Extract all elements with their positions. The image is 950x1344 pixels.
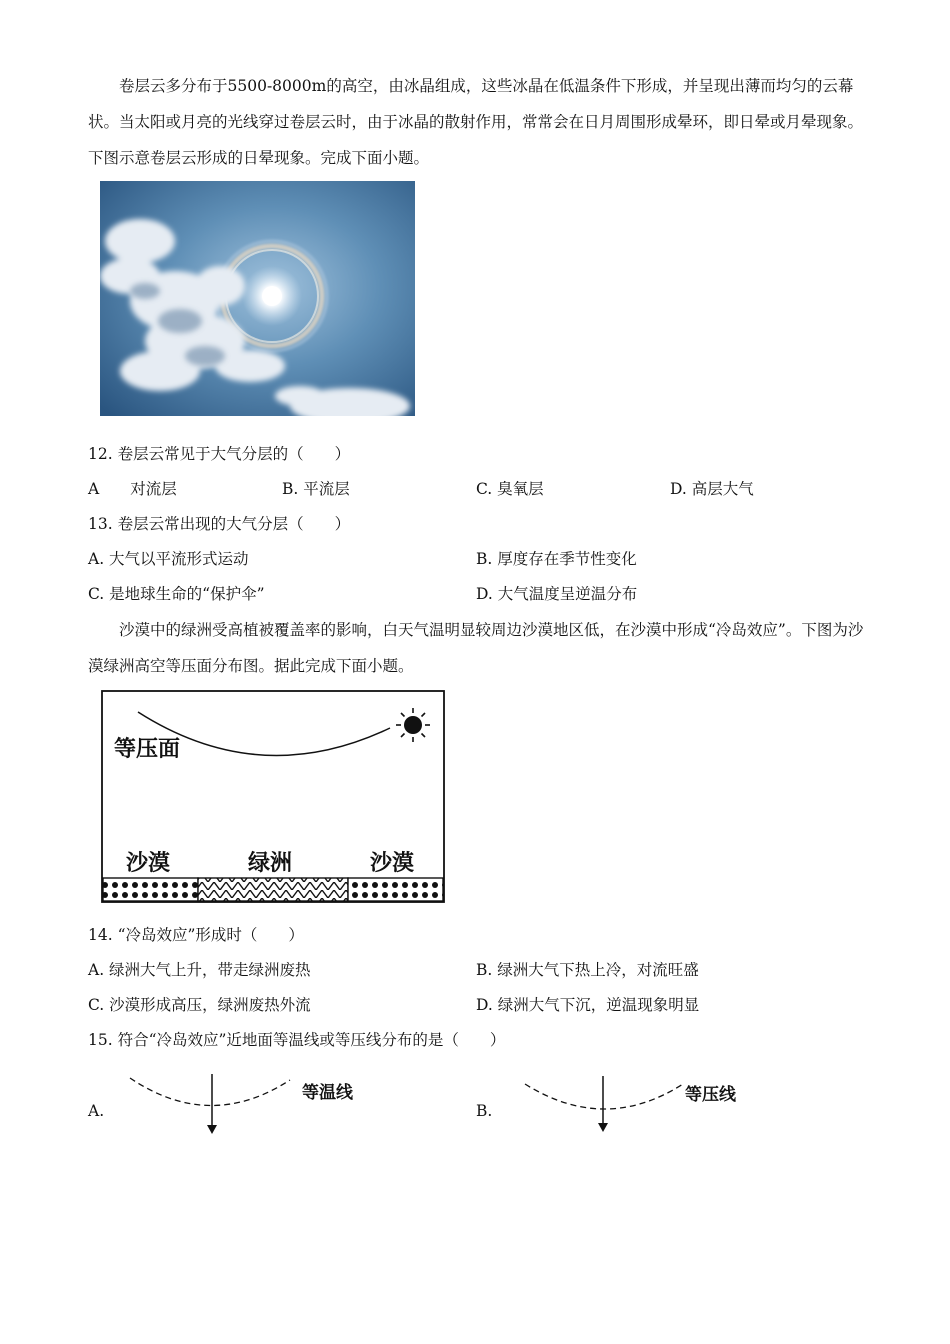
q15-option-a-figure[interactable]	[120, 1070, 370, 1140]
q13-option-a[interactable]: A. 大气以平流形式运动	[88, 550, 249, 568]
q14-option-c[interactable]: C. 沙漠形成高压，绿洲废热外流	[88, 996, 311, 1014]
q13-option-b[interactable]: B. 厚度存在季节性变化	[476, 550, 637, 568]
desert-left-ground	[103, 878, 198, 901]
q12-option-d[interactable]: D. 高层大气	[670, 480, 754, 498]
arrow-head-icon	[598, 1123, 608, 1132]
sun-halo-image	[100, 181, 415, 416]
q15-option-b-letter[interactable]: B.	[476, 1102, 493, 1120]
q12-option-c[interactable]: C. 臭氧层	[476, 480, 544, 498]
desert-left-label: 沙漠	[126, 851, 171, 876]
q15-option-b-figure[interactable]	[515, 1072, 765, 1142]
desert-right-label: 沙漠	[370, 851, 415, 876]
question-12-stem: 12. 卷层云常见于大气分层的（ ）	[88, 445, 351, 463]
isobar-curve	[525, 1084, 683, 1109]
oasis-ground	[198, 878, 348, 901]
passage-cirrostratus: 卷层云多分布于5500-8000m的高空，由冰晶组成，这些冰晶在低温条件下形成，并呈现出薄而均匀的云幕状。当太阳或月亮的光线穿过卷层云时，由于冰晶的散射作用，常常会在日月周围形成晕环，即日晕或月晕现象。下图示意卷层云形成的日晕现象。完成下面小题。	[88, 77, 864, 167]
question-14-stem: 14. “冷岛效应”形成时（ ）	[88, 926, 304, 944]
isobar-label: 等压面	[114, 737, 181, 762]
isobar-diagram	[100, 690, 446, 906]
passage-cold-island: 沙漠中的绿洲受高植被覆盖率的影响，白天气温明显较周边沙漠地区低，在沙漠中形成“冷岛效应”。下图为沙漠绿洲高空等压面分布图。据此完成下面小题。	[88, 621, 864, 675]
isotherm-label: 等温线	[302, 1083, 353, 1103]
oasis-label: 绿洲	[248, 851, 293, 876]
q13-option-c[interactable]: C. 是地球生命的“保护伞”	[88, 585, 265, 603]
q14-option-b[interactable]: B. 绿洲大气下热上冷，对流旺盛	[476, 961, 699, 979]
question-15-stem: 15. 符合“冷岛效应”近地面等温线或等压线分布的是（ ）	[88, 1031, 506, 1049]
q15-option-a-letter[interactable]: A.	[88, 1102, 105, 1120]
q14-option-d[interactable]: D. 绿洲大气下沉，逆温现象明显	[476, 996, 700, 1014]
q13-option-d[interactable]: D. 大气温度呈逆温分布	[476, 585, 638, 603]
isotherm-curve	[130, 1078, 290, 1106]
isobar-line-label: 等压线	[685, 1085, 736, 1105]
arrow-head-icon	[207, 1125, 217, 1134]
desert-right-ground	[348, 878, 443, 901]
halo-photo	[100, 181, 415, 416]
sun-icon	[396, 708, 430, 742]
q12-option-a[interactable]: A 对流层	[88, 480, 177, 498]
question-13-stem: 13. 卷层云常出现的大气分层（ ）	[88, 515, 351, 533]
q14-option-a[interactable]: A. 绿洲大气上升，带走绿洲废热	[88, 961, 311, 979]
q12-option-b[interactable]: B. 平流层	[282, 480, 350, 498]
